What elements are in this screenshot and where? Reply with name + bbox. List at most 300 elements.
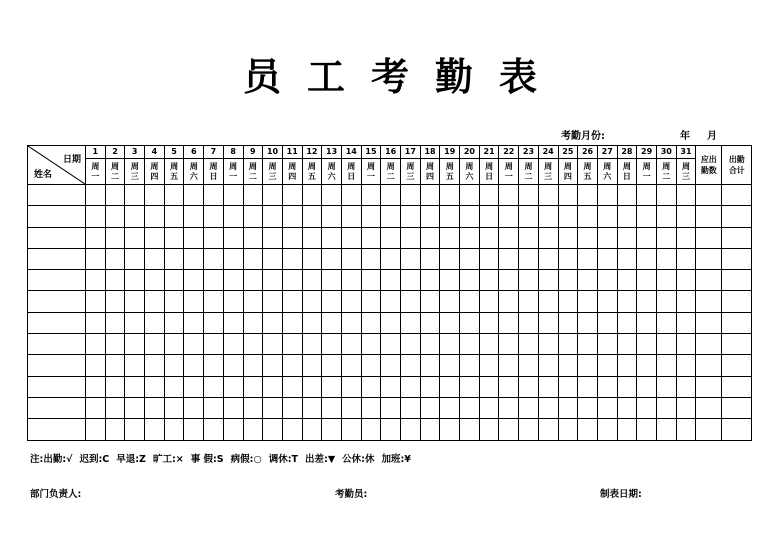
attendance-cell[interactable] [282, 185, 302, 206]
attendance-cell[interactable] [184, 248, 204, 269]
attendance-cell[interactable] [440, 248, 460, 269]
employee-name-cell[interactable] [28, 206, 86, 227]
attendance-cell[interactable] [676, 397, 696, 418]
attendance-cell[interactable] [361, 227, 381, 248]
attendance-cell[interactable] [597, 291, 617, 312]
attendance-cell[interactable] [420, 376, 440, 397]
attendance-cell[interactable] [519, 227, 539, 248]
attendance-cell[interactable] [538, 227, 558, 248]
attendance-cell[interactable] [460, 185, 480, 206]
attendance-cell[interactable] [145, 206, 165, 227]
attendance-cell[interactable] [361, 355, 381, 376]
attendance-cell[interactable] [440, 291, 460, 312]
attendance-cell[interactable] [223, 376, 243, 397]
attendance-cell[interactable] [558, 270, 578, 291]
attendance-cell[interactable] [656, 419, 676, 440]
attendance-cell[interactable] [440, 376, 460, 397]
attendance-cell[interactable] [164, 291, 184, 312]
attendance-cell[interactable] [341, 270, 361, 291]
attendance-cell[interactable] [184, 334, 204, 355]
attendance-cell[interactable] [656, 185, 676, 206]
attendance-cell[interactable] [519, 291, 539, 312]
attendance-cell[interactable] [656, 248, 676, 269]
attendance-cell[interactable] [578, 397, 598, 418]
attendance-cell[interactable] [204, 206, 224, 227]
attendance-cell[interactable] [125, 397, 145, 418]
attendance-cell[interactable] [460, 419, 480, 440]
attendance-cell[interactable] [105, 334, 125, 355]
attendance-cell[interactable] [204, 270, 224, 291]
attendance-cell[interactable] [519, 334, 539, 355]
attendance-cell[interactable] [184, 397, 204, 418]
attendance-cell[interactable] [656, 270, 676, 291]
attendance-cell[interactable] [578, 376, 598, 397]
attendance-cell[interactable] [381, 419, 401, 440]
attendance-cell[interactable] [164, 248, 184, 269]
attendance-cell[interactable] [302, 227, 322, 248]
attendance-cell[interactable] [420, 397, 440, 418]
attendance-cell[interactable] [460, 291, 480, 312]
attendance-cell[interactable] [223, 355, 243, 376]
attendance-cell[interactable] [597, 248, 617, 269]
attendance-cell[interactable] [263, 185, 283, 206]
attendance-cell[interactable] [243, 397, 263, 418]
attendance-cell[interactable] [722, 376, 752, 397]
attendance-cell[interactable] [637, 397, 657, 418]
attendance-cell[interactable] [637, 248, 657, 269]
attendance-cell[interactable] [105, 397, 125, 418]
attendance-cell[interactable] [263, 419, 283, 440]
attendance-cell[interactable] [184, 312, 204, 333]
attendance-cell[interactable] [558, 291, 578, 312]
attendance-cell[interactable] [597, 227, 617, 248]
attendance-cell[interactable] [479, 291, 499, 312]
attendance-cell[interactable] [401, 227, 421, 248]
attendance-cell[interactable] [145, 355, 165, 376]
attendance-cell[interactable] [302, 291, 322, 312]
attendance-cell[interactable] [460, 334, 480, 355]
attendance-cell[interactable] [617, 334, 637, 355]
attendance-cell[interactable] [184, 376, 204, 397]
attendance-cell[interactable] [184, 355, 204, 376]
attendance-cell[interactable] [361, 291, 381, 312]
attendance-cell[interactable] [656, 291, 676, 312]
attendance-cell[interactable] [722, 397, 752, 418]
attendance-cell[interactable] [460, 397, 480, 418]
attendance-cell[interactable] [696, 312, 722, 333]
attendance-cell[interactable] [538, 397, 558, 418]
attendance-cell[interactable] [341, 334, 361, 355]
attendance-cell[interactable] [401, 270, 421, 291]
attendance-cell[interactable] [223, 419, 243, 440]
attendance-cell[interactable] [637, 206, 657, 227]
employee-name-cell[interactable] [28, 227, 86, 248]
attendance-cell[interactable] [105, 291, 125, 312]
attendance-cell[interactable] [105, 185, 125, 206]
attendance-cell[interactable] [145, 334, 165, 355]
attendance-cell[interactable] [105, 227, 125, 248]
attendance-cell[interactable] [204, 227, 224, 248]
attendance-cell[interactable] [282, 291, 302, 312]
attendance-cell[interactable] [145, 312, 165, 333]
attendance-cell[interactable] [341, 355, 361, 376]
attendance-cell[interactable] [479, 355, 499, 376]
attendance-cell[interactable] [479, 185, 499, 206]
attendance-cell[interactable] [696, 227, 722, 248]
employee-name-cell[interactable] [28, 419, 86, 440]
attendance-cell[interactable] [676, 270, 696, 291]
attendance-cell[interactable] [656, 227, 676, 248]
attendance-cell[interactable] [401, 419, 421, 440]
attendance-cell[interactable] [460, 206, 480, 227]
attendance-cell[interactable] [479, 270, 499, 291]
attendance-cell[interactable] [341, 376, 361, 397]
attendance-cell[interactable] [125, 227, 145, 248]
attendance-cell[interactable] [302, 355, 322, 376]
attendance-cell[interactable] [420, 248, 440, 269]
attendance-cell[interactable] [184, 206, 204, 227]
attendance-cell[interactable] [420, 419, 440, 440]
attendance-cell[interactable] [322, 270, 342, 291]
employee-name-cell[interactable] [28, 355, 86, 376]
attendance-cell[interactable] [499, 248, 519, 269]
attendance-cell[interactable] [322, 355, 342, 376]
attendance-cell[interactable] [164, 185, 184, 206]
attendance-cell[interactable] [499, 355, 519, 376]
attendance-cell[interactable] [184, 419, 204, 440]
attendance-cell[interactable] [243, 227, 263, 248]
attendance-cell[interactable] [361, 312, 381, 333]
attendance-cell[interactable] [479, 334, 499, 355]
attendance-cell[interactable] [204, 248, 224, 269]
attendance-cell[interactable] [617, 312, 637, 333]
attendance-cell[interactable] [676, 206, 696, 227]
attendance-cell[interactable] [381, 206, 401, 227]
attendance-cell[interactable] [519, 312, 539, 333]
attendance-cell[interactable] [558, 376, 578, 397]
attendance-cell[interactable] [597, 376, 617, 397]
attendance-cell[interactable] [243, 334, 263, 355]
attendance-cell[interactable] [243, 291, 263, 312]
attendance-cell[interactable] [637, 291, 657, 312]
attendance-cell[interactable] [401, 206, 421, 227]
attendance-cell[interactable] [204, 397, 224, 418]
attendance-cell[interactable] [479, 397, 499, 418]
attendance-cell[interactable] [105, 312, 125, 333]
attendance-cell[interactable] [617, 270, 637, 291]
attendance-cell[interactable] [243, 376, 263, 397]
attendance-cell[interactable] [302, 206, 322, 227]
attendance-cell[interactable] [164, 270, 184, 291]
attendance-cell[interactable] [86, 185, 106, 206]
attendance-cell[interactable] [420, 270, 440, 291]
attendance-cell[interactable] [696, 397, 722, 418]
attendance-cell[interactable] [578, 355, 598, 376]
attendance-cell[interactable] [420, 355, 440, 376]
attendance-cell[interactable] [381, 248, 401, 269]
attendance-cell[interactable] [519, 355, 539, 376]
attendance-cell[interactable] [597, 270, 617, 291]
attendance-cell[interactable] [538, 312, 558, 333]
attendance-cell[interactable] [637, 312, 657, 333]
attendance-cell[interactable] [696, 185, 722, 206]
attendance-cell[interactable] [125, 185, 145, 206]
attendance-cell[interactable] [420, 291, 440, 312]
attendance-cell[interactable] [722, 419, 752, 440]
attendance-cell[interactable] [519, 185, 539, 206]
attendance-cell[interactable] [440, 334, 460, 355]
attendance-cell[interactable] [302, 397, 322, 418]
attendance-cell[interactable] [322, 419, 342, 440]
attendance-cell[interactable] [243, 312, 263, 333]
attendance-cell[interactable] [145, 397, 165, 418]
attendance-cell[interactable] [86, 312, 106, 333]
attendance-cell[interactable] [125, 291, 145, 312]
attendance-cell[interactable] [617, 291, 637, 312]
attendance-cell[interactable] [676, 185, 696, 206]
attendance-cell[interactable] [617, 397, 637, 418]
attendance-cell[interactable] [578, 270, 598, 291]
attendance-cell[interactable] [499, 270, 519, 291]
attendance-cell[interactable] [322, 248, 342, 269]
employee-name-cell[interactable] [28, 397, 86, 418]
attendance-cell[interactable] [578, 185, 598, 206]
attendance-cell[interactable] [302, 376, 322, 397]
attendance-cell[interactable] [223, 185, 243, 206]
attendance-cell[interactable] [361, 270, 381, 291]
attendance-cell[interactable] [578, 334, 598, 355]
attendance-cell[interactable] [637, 185, 657, 206]
attendance-cell[interactable] [479, 227, 499, 248]
attendance-cell[interactable] [558, 206, 578, 227]
attendance-cell[interactable] [302, 185, 322, 206]
attendance-cell[interactable] [401, 334, 421, 355]
attendance-cell[interactable] [479, 419, 499, 440]
attendance-cell[interactable] [263, 248, 283, 269]
attendance-cell[interactable] [578, 206, 598, 227]
attendance-cell[interactable] [282, 312, 302, 333]
attendance-cell[interactable] [558, 334, 578, 355]
attendance-cell[interactable] [597, 185, 617, 206]
attendance-cell[interactable] [204, 291, 224, 312]
attendance-cell[interactable] [381, 270, 401, 291]
attendance-cell[interactable] [401, 312, 421, 333]
attendance-cell[interactable] [86, 376, 106, 397]
attendance-cell[interactable] [125, 206, 145, 227]
attendance-cell[interactable] [538, 376, 558, 397]
attendance-cell[interactable] [263, 355, 283, 376]
attendance-cell[interactable] [676, 355, 696, 376]
attendance-cell[interactable] [676, 419, 696, 440]
attendance-cell[interactable] [558, 248, 578, 269]
attendance-cell[interactable] [204, 185, 224, 206]
attendance-cell[interactable] [184, 185, 204, 206]
attendance-cell[interactable] [722, 227, 752, 248]
attendance-cell[interactable] [322, 312, 342, 333]
attendance-cell[interactable] [420, 334, 440, 355]
employee-name-cell[interactable] [28, 185, 86, 206]
attendance-cell[interactable] [578, 227, 598, 248]
attendance-cell[interactable] [722, 270, 752, 291]
attendance-cell[interactable] [105, 248, 125, 269]
attendance-cell[interactable] [361, 376, 381, 397]
attendance-cell[interactable] [676, 334, 696, 355]
attendance-cell[interactable] [263, 312, 283, 333]
attendance-cell[interactable] [722, 291, 752, 312]
attendance-cell[interactable] [637, 227, 657, 248]
attendance-cell[interactable] [696, 270, 722, 291]
attendance-cell[interactable] [381, 312, 401, 333]
attendance-cell[interactable] [722, 206, 752, 227]
attendance-cell[interactable] [282, 397, 302, 418]
employee-name-cell[interactable] [28, 334, 86, 355]
attendance-cell[interactable] [105, 419, 125, 440]
attendance-cell[interactable] [223, 206, 243, 227]
attendance-cell[interactable] [499, 334, 519, 355]
attendance-cell[interactable] [617, 419, 637, 440]
attendance-cell[interactable] [125, 376, 145, 397]
attendance-cell[interactable] [676, 376, 696, 397]
attendance-cell[interactable] [341, 185, 361, 206]
attendance-cell[interactable] [656, 355, 676, 376]
attendance-cell[interactable] [204, 355, 224, 376]
attendance-cell[interactable] [479, 376, 499, 397]
attendance-cell[interactable] [401, 185, 421, 206]
employee-name-cell[interactable] [28, 291, 86, 312]
attendance-cell[interactable] [722, 355, 752, 376]
attendance-cell[interactable] [637, 419, 657, 440]
attendance-cell[interactable] [597, 206, 617, 227]
attendance-cell[interactable] [381, 376, 401, 397]
attendance-cell[interactable] [125, 248, 145, 269]
attendance-cell[interactable] [637, 355, 657, 376]
attendance-cell[interactable] [578, 312, 598, 333]
attendance-cell[interactable] [223, 227, 243, 248]
attendance-cell[interactable] [440, 419, 460, 440]
attendance-cell[interactable] [263, 227, 283, 248]
attendance-cell[interactable] [440, 312, 460, 333]
attendance-cell[interactable] [125, 334, 145, 355]
attendance-cell[interactable] [243, 185, 263, 206]
attendance-cell[interactable] [676, 248, 696, 269]
attendance-cell[interactable] [282, 248, 302, 269]
attendance-cell[interactable] [105, 376, 125, 397]
attendance-cell[interactable] [722, 312, 752, 333]
attendance-cell[interactable] [105, 355, 125, 376]
attendance-cell[interactable] [597, 419, 617, 440]
attendance-cell[interactable] [164, 355, 184, 376]
attendance-cell[interactable] [341, 248, 361, 269]
attendance-cell[interactable] [361, 185, 381, 206]
attendance-cell[interactable] [696, 376, 722, 397]
attendance-cell[interactable] [243, 206, 263, 227]
attendance-cell[interactable] [420, 185, 440, 206]
attendance-cell[interactable] [460, 248, 480, 269]
attendance-cell[interactable] [341, 397, 361, 418]
attendance-cell[interactable] [460, 227, 480, 248]
attendance-cell[interactable] [282, 334, 302, 355]
attendance-cell[interactable] [361, 334, 381, 355]
attendance-cell[interactable] [538, 248, 558, 269]
attendance-cell[interactable] [440, 270, 460, 291]
attendance-cell[interactable] [401, 248, 421, 269]
attendance-cell[interactable] [617, 355, 637, 376]
attendance-cell[interactable] [223, 397, 243, 418]
attendance-cell[interactable] [696, 248, 722, 269]
attendance-cell[interactable] [86, 227, 106, 248]
attendance-cell[interactable] [597, 312, 617, 333]
attendance-cell[interactable] [125, 270, 145, 291]
attendance-cell[interactable] [361, 397, 381, 418]
attendance-cell[interactable] [617, 206, 637, 227]
attendance-cell[interactable] [676, 312, 696, 333]
attendance-cell[interactable] [479, 248, 499, 269]
attendance-cell[interactable] [558, 419, 578, 440]
attendance-cell[interactable] [696, 419, 722, 440]
attendance-cell[interactable] [401, 397, 421, 418]
attendance-cell[interactable] [263, 206, 283, 227]
attendance-cell[interactable] [597, 397, 617, 418]
attendance-cell[interactable] [243, 270, 263, 291]
attendance-cell[interactable] [361, 206, 381, 227]
attendance-cell[interactable] [322, 206, 342, 227]
attendance-cell[interactable] [617, 185, 637, 206]
attendance-cell[interactable] [164, 206, 184, 227]
attendance-cell[interactable] [538, 291, 558, 312]
attendance-cell[interactable] [420, 206, 440, 227]
attendance-cell[interactable] [617, 227, 637, 248]
attendance-cell[interactable] [538, 185, 558, 206]
employee-name-cell[interactable] [28, 270, 86, 291]
attendance-cell[interactable] [302, 334, 322, 355]
attendance-cell[interactable] [86, 206, 106, 227]
attendance-cell[interactable] [145, 270, 165, 291]
attendance-cell[interactable] [617, 248, 637, 269]
attendance-cell[interactable] [86, 248, 106, 269]
attendance-cell[interactable] [637, 270, 657, 291]
attendance-cell[interactable] [341, 419, 361, 440]
attendance-cell[interactable] [696, 206, 722, 227]
attendance-cell[interactable] [164, 376, 184, 397]
attendance-cell[interactable] [322, 227, 342, 248]
attendance-cell[interactable] [538, 206, 558, 227]
attendance-cell[interactable] [420, 227, 440, 248]
attendance-cell[interactable] [538, 270, 558, 291]
attendance-cell[interactable] [578, 291, 598, 312]
attendance-cell[interactable] [381, 334, 401, 355]
attendance-cell[interactable] [696, 334, 722, 355]
attendance-cell[interactable] [302, 248, 322, 269]
attendance-cell[interactable] [282, 206, 302, 227]
attendance-cell[interactable] [263, 376, 283, 397]
attendance-cell[interactable] [656, 376, 676, 397]
attendance-cell[interactable] [499, 185, 519, 206]
attendance-cell[interactable] [676, 227, 696, 248]
attendance-cell[interactable] [86, 419, 106, 440]
attendance-cell[interactable] [440, 397, 460, 418]
attendance-cell[interactable] [184, 227, 204, 248]
attendance-cell[interactable] [499, 206, 519, 227]
attendance-cell[interactable] [558, 397, 578, 418]
attendance-cell[interactable] [125, 312, 145, 333]
attendance-cell[interactable] [125, 355, 145, 376]
attendance-cell[interactable] [538, 355, 558, 376]
attendance-cell[interactable] [440, 185, 460, 206]
attendance-cell[interactable] [204, 376, 224, 397]
attendance-cell[interactable] [322, 334, 342, 355]
attendance-cell[interactable] [164, 227, 184, 248]
attendance-cell[interactable] [86, 355, 106, 376]
